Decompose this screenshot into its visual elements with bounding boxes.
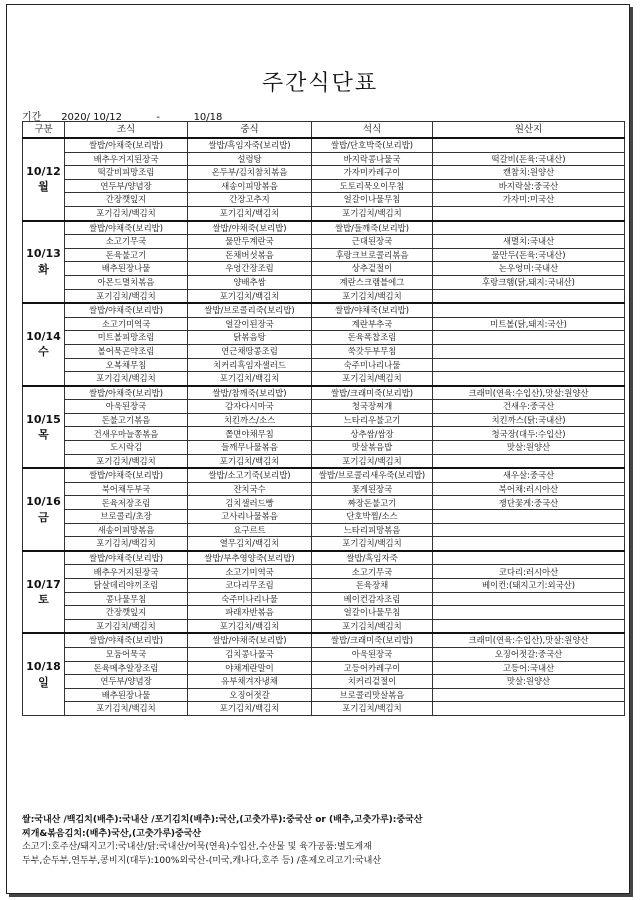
day-cell: [23, 633, 65, 715]
menu-cell-origin: [433, 592, 625, 606]
menu-cell-origin: 베이컨:(돼지고기:외국산): [433, 579, 625, 593]
menu-cell-origin: 크래미(연육:수입산),맛살:원양산: [433, 633, 625, 647]
menu-cell-dinner: 근대된장국: [312, 235, 433, 249]
menu-cell-lunch: 연근채땅콩조림: [188, 344, 312, 358]
menu-table: [22, 121, 625, 716]
menu-cell-breakfast: 연두부/양념장: [65, 675, 188, 689]
menu-cell-breakfast: 소고기무국: [65, 235, 188, 249]
menu-cell-dinner: 가자미카레구이: [312, 166, 433, 180]
menu-row: [23, 454, 625, 468]
menu-cell-dinner: 쌀밥/들깨죽(보리밥): [312, 221, 433, 235]
menu-cell-origin: [433, 289, 625, 303]
day-cell: [23, 138, 65, 221]
menu-cell-origin: 크래미(연육:수입산),맛살:원양산: [433, 386, 625, 400]
menu-cell-origin: 고등어:국내산: [433, 661, 625, 675]
menu-cell-breakfast: 도시락김: [65, 441, 188, 455]
menu-row: [23, 262, 625, 276]
menu-row: [23, 303, 625, 317]
menu-cell-lunch: 감자다시마국: [188, 400, 312, 414]
header-lunch: 중식: [188, 122, 312, 139]
menu-row: [23, 537, 625, 551]
menu-cell-dinner: 쌀밥/흑임자죽: [312, 551, 433, 565]
menu-row: [23, 523, 625, 537]
menu-cell-lunch: 요구르트: [188, 523, 312, 537]
menu-row: [23, 688, 625, 702]
menu-cell-lunch: 쫄면야채무침: [188, 427, 312, 441]
menu-cell-breakfast: 돈육불고기: [65, 248, 188, 262]
menu-cell-lunch: 얼갈이된장국: [188, 317, 312, 331]
menu-cell-breakfast: 간장깻잎지: [65, 606, 188, 620]
menu-cell-breakfast: 돈육메추알장조림: [65, 661, 188, 675]
menu-cell-breakfast: 쌀밥/야채죽(보리밥): [65, 303, 188, 317]
menu-cell-dinner: 쌀밥/야채죽(보리밥): [312, 303, 433, 317]
menu-cell-dinner: 느타리우불고기: [312, 413, 433, 427]
header-dinner: 석식: [312, 122, 433, 139]
menu-cell-dinner: 포기김치/백김치: [312, 537, 433, 551]
menu-cell-breakfast: 포기김치/백김치: [65, 702, 188, 716]
day-weekday: 월: [38, 180, 49, 194]
menu-cell-dinner: 돈육폭찹조림: [312, 331, 433, 345]
menu-cell-lunch: 오징어젓갈: [188, 688, 312, 702]
menu-cell-breakfast: 배추우거지된장국: [65, 565, 188, 579]
menu-cell-breakfast: 포기김치/백김치: [65, 537, 188, 551]
menu-cell-dinner: 베이컨감자조림: [312, 592, 433, 606]
menu-cell-origin: [433, 702, 625, 716]
menu-cell-breakfast: 간장깻잎지: [65, 193, 188, 207]
menu-cell-breakfast: 쌀밥/야채죽(보리밥): [65, 221, 188, 235]
menu-row: [23, 289, 625, 303]
menu-row: [23, 702, 625, 716]
menu-cell-lunch: 돈채버섯볶음: [188, 248, 312, 262]
menu-row: [23, 358, 625, 372]
menu-row: [23, 647, 625, 661]
menu-cell-lunch: 포기김치/백김치: [188, 702, 312, 716]
day-date: 10/12: [26, 164, 61, 178]
menu-cell-dinner: 느타리피망볶음: [312, 523, 433, 537]
menu-cell-breakfast: 건새우마늘쫑볶음: [65, 427, 188, 441]
origin-notes: [22, 814, 626, 868]
day-weekday: 화: [38, 262, 49, 276]
menu-row: [23, 206, 625, 220]
menu-cell-lunch: 들깨무나물볶음: [188, 441, 312, 455]
day-weekday: 일: [38, 675, 49, 689]
menu-cell-origin: [433, 331, 625, 345]
menu-cell-breakfast: 배추된장나물: [65, 688, 188, 702]
menu-row: [23, 496, 625, 510]
day-date: 10/14: [26, 330, 61, 344]
menu-cell-breakfast: 콩나물무침: [65, 592, 188, 606]
menu-cell-lunch: 쌀밥/부추영양죽(보리밥): [188, 551, 312, 565]
menu-cell-dinner: 포기김치/백김치: [312, 289, 433, 303]
menu-cell-origin: 치킨까스(닭:국내산): [433, 413, 625, 427]
menu-cell-origin: 논우엉미:국내산: [433, 262, 625, 276]
menu-cell-origin: 쟁단꽃게:중국산: [433, 496, 625, 510]
menu-cell-breakfast: 북어채두부국: [65, 482, 188, 496]
menu-cell-dinner: 도토리묵오이무침: [312, 179, 433, 193]
menu-row: [23, 138, 625, 152]
menu-cell-breakfast: 모둠어묵국: [65, 647, 188, 661]
menu-row: [23, 413, 625, 427]
menu-cell-lunch: 쌀밥/흑임자죽(보리밥): [188, 138, 312, 152]
page-title: 주간식단표: [261, 71, 379, 96]
menu-row: [23, 482, 625, 496]
menu-cell-breakfast: 포기김치/백김치: [65, 454, 188, 468]
menu-row: [23, 675, 625, 689]
menu-cell-breakfast: 쌀밥/아채죽(보리밥): [65, 386, 188, 400]
menu-cell-breakfast: 미트볼피망조림: [65, 331, 188, 345]
menu-cell-origin: 북어채:러시아산: [433, 482, 625, 496]
day-weekday: 토: [38, 593, 49, 607]
menu-cell-lunch: 김치콩나물국: [188, 647, 312, 661]
menu-cell-dinner: 꽃게된장국: [312, 482, 433, 496]
period-label: 기간: [22, 112, 42, 123]
day-cell: [23, 386, 65, 469]
menu-cell-lunch: 포기김치/백김치: [188, 372, 312, 386]
menu-cell-lunch: 새송이피망볶음: [188, 179, 312, 193]
menu-cell-dinner: 쌀밥/크래미죽(보리밥): [312, 633, 433, 647]
menu-row: [23, 427, 625, 441]
menu-row: [23, 235, 625, 249]
menu-row: [23, 633, 625, 647]
menu-cell-origin: 건새우:중국산: [433, 400, 625, 414]
menu-cell-lunch: 쌀밥/소고기죽(보리밥): [188, 468, 312, 482]
menu-row: [23, 152, 625, 166]
menu-cell-lunch: 코다리무조림: [188, 579, 312, 593]
day-date: 10/17: [26, 577, 61, 591]
day-date: 10/13: [26, 247, 61, 261]
menu-row: [23, 179, 625, 193]
origin-note: 두부,순두부,연두부,콩비지(대두):100%외국산-(미국,캐나다,호주 등) /훈제오리고기:국내산: [22, 855, 382, 866]
menu-cell-lunch: 소고기미역국: [188, 565, 312, 579]
menu-row: [23, 565, 625, 579]
day-cell: [23, 303, 65, 386]
period-end: 10/18: [193, 112, 223, 123]
menu-cell-breakfast: 쌀밥/야채죽(보리밥): [65, 633, 188, 647]
menu-cell-lunch: 설렁탕: [188, 152, 312, 166]
menu-cell-dinner: 포기김치/백김치: [312, 206, 433, 220]
menu-cell-dinner: 청국장찌개: [312, 400, 433, 414]
menu-cell-breakfast: 연두부/양념장: [65, 179, 188, 193]
menu-cell-lunch: 물만두계란국: [188, 235, 312, 249]
menu-row: [23, 661, 625, 675]
menu-cell-breakfast: 쌀밥/아채죽(보리밥): [65, 138, 188, 152]
menu-cell-breakfast: 배추된장나물: [65, 262, 188, 276]
menu-cell-lunch: 우엉간장조림: [188, 262, 312, 276]
day-date: 10/16: [26, 495, 61, 509]
day-cell: [23, 468, 65, 551]
origin-note: 쌀:국내산 /백김치(배추):국내산 /포기김치(배추):국산,(고춧가루):중국산 or (배추,고춧가루):중국산: [22, 815, 423, 825]
menu-cell-lunch: 김치샐러드빵: [188, 496, 312, 510]
menu-cell-lunch: 포기김치/백김치: [188, 619, 312, 633]
menu-cell-lunch: 야채계란말이: [188, 661, 312, 675]
header-breakfast: 조식: [65, 122, 188, 139]
menu-cell-dinner: 소고기무국: [312, 565, 433, 579]
menu-cell-dinner: 포기김치/백김치: [312, 454, 433, 468]
menu-cell-dinner: 쌀밥/크래미죽(보리밥): [312, 386, 433, 400]
menu-cell-dinner: 바지락콩나물국: [312, 152, 433, 166]
menu-cell-origin: [433, 688, 625, 702]
menu-cell-lunch: 쌀밥/브로콜리죽(보리밥): [188, 303, 312, 317]
menu-cell-origin: [433, 138, 625, 152]
menu-cell-lunch: 잔치국수: [188, 482, 312, 496]
menu-cell-dinner: 계란스크램블에그: [312, 275, 433, 289]
menu-cell-lunch: 치킨까스/소스: [188, 413, 312, 427]
day-date: 10/18: [26, 660, 61, 674]
menu-row: [23, 579, 625, 593]
day-date: 10/15: [26, 412, 61, 426]
menu-cell-lunch: 쌀밥/참깨죽(보리밥): [188, 386, 312, 400]
menu-cell-dinner: 단호박찜/소스: [312, 510, 433, 524]
menu-cell-dinner: 쌀밥/단호박죽(보리밥): [312, 138, 433, 152]
menu-row: [23, 551, 625, 565]
menu-cell-lunch: 치커리흑임자샐러드: [188, 358, 312, 372]
menu-cell-breakfast: 볼어묵곤약조림: [65, 344, 188, 358]
menu-cell-origin: [433, 206, 625, 220]
menu-row: [23, 331, 625, 345]
menu-row: [23, 606, 625, 620]
menu-cell-origin: 물만두(돈육:국내산): [433, 248, 625, 262]
menu-cell-origin: 바지락살:중국산: [433, 179, 625, 193]
menu-cell-origin: 새멸치:국내산: [433, 235, 625, 249]
menu-cell-lunch: 숙주미나리나물: [188, 592, 312, 606]
menu-cell-dinner: 얼갈이나물무침: [312, 606, 433, 620]
menu-cell-breakfast: 새송이피망볶음: [65, 523, 188, 537]
menu-cell-dinner: 치커리겉절이: [312, 675, 433, 689]
menu-cell-lunch: 쌀밥/야채죽(보리밥): [188, 221, 312, 235]
period-dash: -: [156, 112, 160, 123]
menu-cell-dinner: 얼갈이나물무침: [312, 193, 433, 207]
origin-note: 소고기:호주산/돼지고기:국내산/닭:국내산/어묵(연육)수입산,수산물 및 육가공품:별도게재: [22, 842, 372, 852]
menu-cell-origin: 코다리:러시아산: [433, 565, 625, 579]
menu-cell-dinner: 돈육장채: [312, 579, 433, 593]
menu-row: [23, 221, 625, 235]
menu-cell-dinner: 상추겉절이: [312, 262, 433, 276]
menu-cell-lunch: 유부채겨자냉채: [188, 675, 312, 689]
menu-row: [23, 441, 625, 455]
day-weekday: 수: [38, 345, 49, 359]
menu-cell-origin: 새우살:중국산: [433, 468, 625, 482]
menu-row: [23, 344, 625, 358]
menu-row: [23, 619, 625, 633]
menu-cell-origin: [433, 523, 625, 537]
menu-row: [23, 317, 625, 331]
day-cell: [23, 221, 65, 304]
menu-cell-origin: 맛살:원양산: [433, 441, 625, 455]
menu-cell-dinner: 숙주미나리나물: [312, 358, 433, 372]
menu-cell-lunch: 고사리나물볶음: [188, 510, 312, 524]
origin-note: 찌개&볶음김치:(배추)국산,(고춧가루)중국산: [22, 828, 202, 839]
menu-cell-dinner: 브로콜리맛살볶음: [312, 688, 433, 702]
menu-cell-breakfast: 돈육저장조림: [65, 496, 188, 510]
menu-cell-dinner: 포기김치/백김치: [312, 372, 433, 386]
menu-cell-lunch: 쌀밥/야채죽(보리밥): [188, 633, 312, 647]
menu-body: [23, 138, 625, 715]
menu-cell-origin: [433, 344, 625, 358]
menu-cell-lunch: 온두부/김치참치볶음: [188, 166, 312, 180]
menu-cell-dinner: 고등어카레구이: [312, 661, 433, 675]
menu-cell-lunch: 양배추쌈: [188, 275, 312, 289]
menu-cell-breakfast: 돈불고기볶음: [65, 413, 188, 427]
menu-cell-dinner: 계란부추국: [312, 317, 433, 331]
menu-cell-breakfast: 소고기미역국: [65, 317, 188, 331]
menu-cell-breakfast: 아몬드멸치볶음: [65, 275, 188, 289]
menu-cell-lunch: 파래자반볶음: [188, 606, 312, 620]
day-weekday: 금: [38, 510, 49, 524]
menu-cell-dinner: 맛살볶음밥: [312, 441, 433, 455]
menu-cell-origin: [433, 510, 625, 524]
menu-cell-origin: 청국장(대두:수입산): [433, 427, 625, 441]
menu-row: [23, 592, 625, 606]
menu-cell-dinner: 상추쌈/쌈장: [312, 427, 433, 441]
menu-cell-breakfast: 포기김치/백김치: [65, 206, 188, 220]
menu-cell-origin: [433, 454, 625, 468]
menu-cell-breakfast: 쌀밥/야채죽(보리밥): [65, 551, 188, 565]
menu-cell-origin: 후랑크햄(닭,돼지:국내산): [433, 275, 625, 289]
menu-cell-origin: [433, 372, 625, 386]
menu-row: [23, 372, 625, 386]
menu-cell-lunch: 포기김치/백김치: [188, 206, 312, 220]
menu-cell-origin: [433, 606, 625, 620]
menu-cell-breakfast: 포기김치/백김치: [65, 372, 188, 386]
day-cell: [23, 551, 65, 634]
day-weekday: 목: [38, 427, 49, 441]
menu-cell-dinner: 후랑크브로콜리볶음: [312, 248, 433, 262]
menu-cell-origin: 캔참치:원양산: [433, 166, 625, 180]
menu-row: [23, 386, 625, 400]
period-start: 2020/ 10/12: [61, 112, 123, 123]
menu-cell-breakfast: 오복채무침: [65, 358, 188, 372]
menu-cell-dinner: 쑥갓두부무침: [312, 344, 433, 358]
header-day: 구분: [23, 122, 65, 139]
menu-cell-origin: 오징어젓갈:중국산: [433, 647, 625, 661]
menu-cell-lunch: 닭볶음탕: [188, 331, 312, 345]
menu-cell-origin: [433, 303, 625, 317]
menu-cell-origin: [433, 551, 625, 565]
menu-cell-origin: 떡갈비(돈육:국내산): [433, 152, 625, 166]
menu-row: [23, 193, 625, 207]
menu-cell-breakfast: 포기김치/백김치: [65, 289, 188, 303]
menu-row: [23, 275, 625, 289]
menu-cell-dinner: 쌀밥/브로콜리새우죽(보리밥): [312, 468, 433, 482]
menu-row: [23, 166, 625, 180]
menu-cell-breakfast: 브로콜리/초장: [65, 510, 188, 524]
menu-row: [23, 400, 625, 414]
header-origin: 원산지: [433, 122, 625, 139]
menu-cell-lunch: 간장고추지: [188, 193, 312, 207]
menu-cell-dinner: 짜장돈불고기: [312, 496, 433, 510]
menu-cell-breakfast: 떡갈비피망조림: [65, 166, 188, 180]
menu-cell-origin: 미트볼(닭,돼지:국산): [433, 317, 625, 331]
menu-cell-origin: [433, 537, 625, 551]
menu-cell-breakfast: 배추우거지된장국: [65, 152, 188, 166]
menu-cell-breakfast: 닭살데리야끼조림: [65, 579, 188, 593]
menu-cell-lunch: 포기김치/백김치: [188, 454, 312, 468]
menu-cell-origin: [433, 221, 625, 235]
menu-cell-dinner: 아욱된장국: [312, 647, 433, 661]
menu-row: [23, 510, 625, 524]
menu-cell-breakfast: 쌀밥/야채죽(보리밥): [65, 468, 188, 482]
menu-cell-dinner: 포기김치/백김치: [312, 619, 433, 633]
menu-row: [23, 468, 625, 482]
menu-cell-origin: 맛살:원양산: [433, 675, 625, 689]
menu-cell-breakfast: 아욱된장국: [65, 400, 188, 414]
menu-cell-origin: 가자미:미국산: [433, 193, 625, 207]
menu-cell-dinner: 포기김치/백김치: [312, 702, 433, 716]
menu-cell-breakfast: 포기김치/백김치: [65, 619, 188, 633]
menu-cell-origin: [433, 358, 625, 372]
menu-row: [23, 248, 625, 262]
menu-cell-lunch: 포기김치/백김치: [188, 289, 312, 303]
menu-cell-origin: [433, 619, 625, 633]
header-row: [23, 122, 625, 139]
menu-cell-lunch: 열무김치/백김치: [188, 537, 312, 551]
